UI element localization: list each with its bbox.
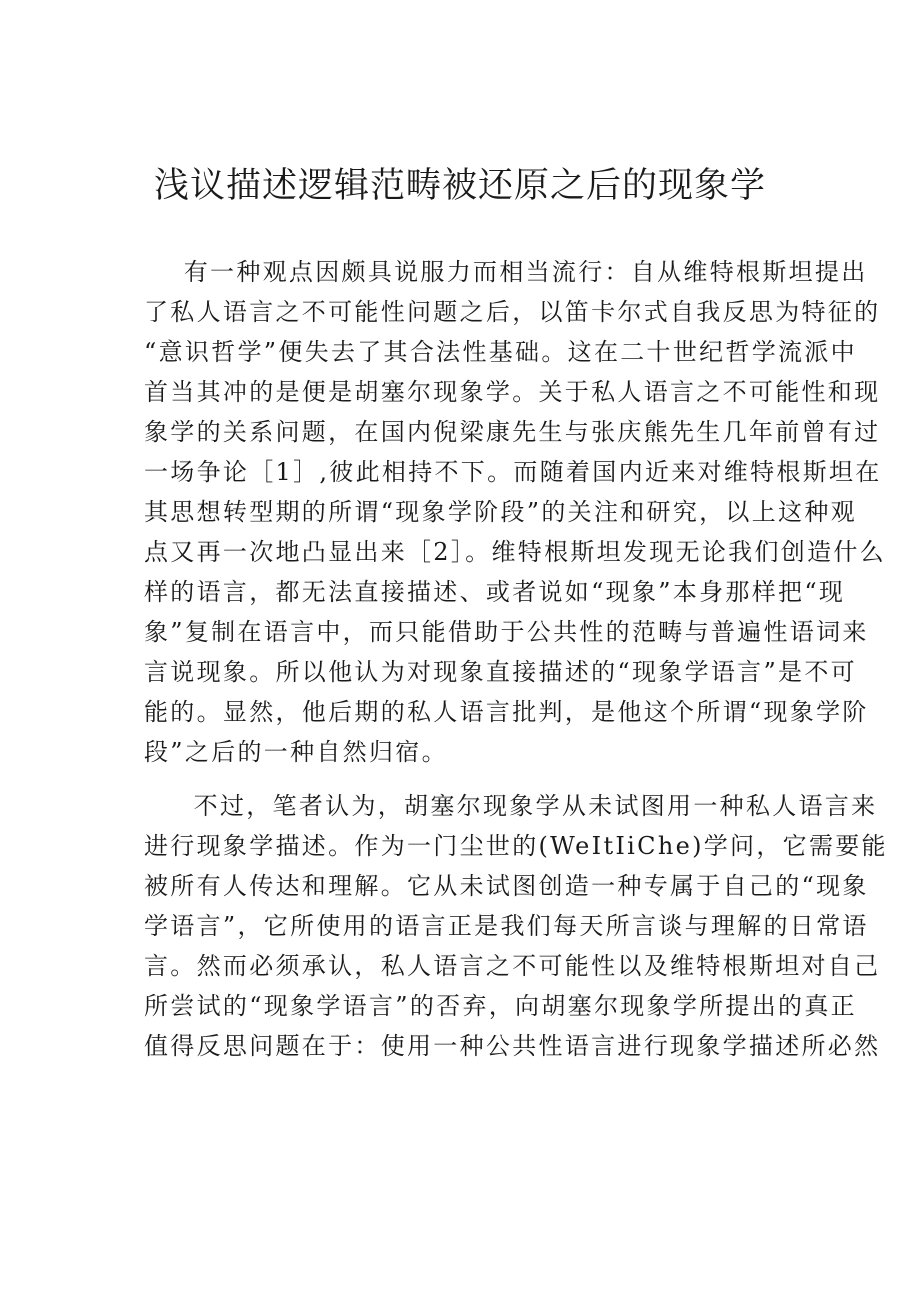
text-line: “意识哲学”便失去了其合法性基础。这在二十世纪哲学流派中 — [144, 338, 857, 366]
text-line: 了私人语言之不可能性问题之后，以笛卡尔式自我反思为特征的 — [144, 298, 881, 326]
paragraph-2 — [144, 786, 888, 1066]
text-line: 象学的关系问题，在国内倪梁康先生与张庆熊先生几年前曾有过 — [144, 418, 881, 446]
text-line: 段”之后的一种自然归宿。 — [144, 738, 448, 766]
text-line: 不过，笔者认为，胡塞尔现象学从未试图用一种私人语言来 — [144, 792, 878, 820]
document-body — [144, 252, 888, 1066]
text-line: 点又再一次地凸显出来［2］。维特根斯坦发现无论我们创造什么 — [144, 538, 886, 566]
text-line: 值得反思问题在于：使用一种公共性语言进行现象学描述所必然 — [144, 1032, 881, 1060]
text-line: 有一种观点因颇具说服力而相当流行：自从维特根斯坦提出 — [144, 258, 868, 286]
document-title: 浅议描述逻辑范畴被还原之后的现象学 — [153, 166, 766, 206]
text-line: 样的语言，都无法直接描述、或者说如“现象”本身那样把“现 — [144, 578, 846, 606]
text-line: 一场争论［1］,彼此相持不下。而随着国内近来对维特根斯坦在 — [144, 458, 882, 486]
text-line: 学语言”，它所使用的语言正是我们每天所言谈与理解的日常语 — [144, 912, 869, 940]
text-line: 被所有人传达和理解。它从未试图创造一种专属于自己的“现象 — [144, 872, 869, 900]
text-line: 言说现象。所以他认为对现象直接描述的“现象学语言”是不可 — [144, 658, 857, 686]
text-line: 象”复制在语言中，而只能借助于公共性的范畴与普遍性语词来 — [144, 618, 869, 646]
paragraph-1 — [144, 252, 886, 772]
text-line: 其思想转型期的所谓“现象学阶段”的关注和研究，以上这种观 — [144, 498, 857, 526]
paragraph-gap — [144, 772, 804, 786]
text-line: 进行现象学描述。作为一门尘世的(WeItIiChe)学问，它需要能 — [144, 832, 888, 860]
text-line: 言。然而必须承认，私人语言之不可能性以及维特根斯坦对自己 — [144, 952, 881, 980]
text-line: 能的。显然，他后期的私人语言批判，是他这个所谓“现象学阶 — [144, 698, 869, 726]
text-line: 所尝试的“现象学语言”的否弃，向胡塞尔现象学所提出的真正 — [144, 992, 857, 1020]
text-line: 首当其冲的是便是胡塞尔现象学。关于私人语言之不可能性和现 — [144, 378, 881, 406]
